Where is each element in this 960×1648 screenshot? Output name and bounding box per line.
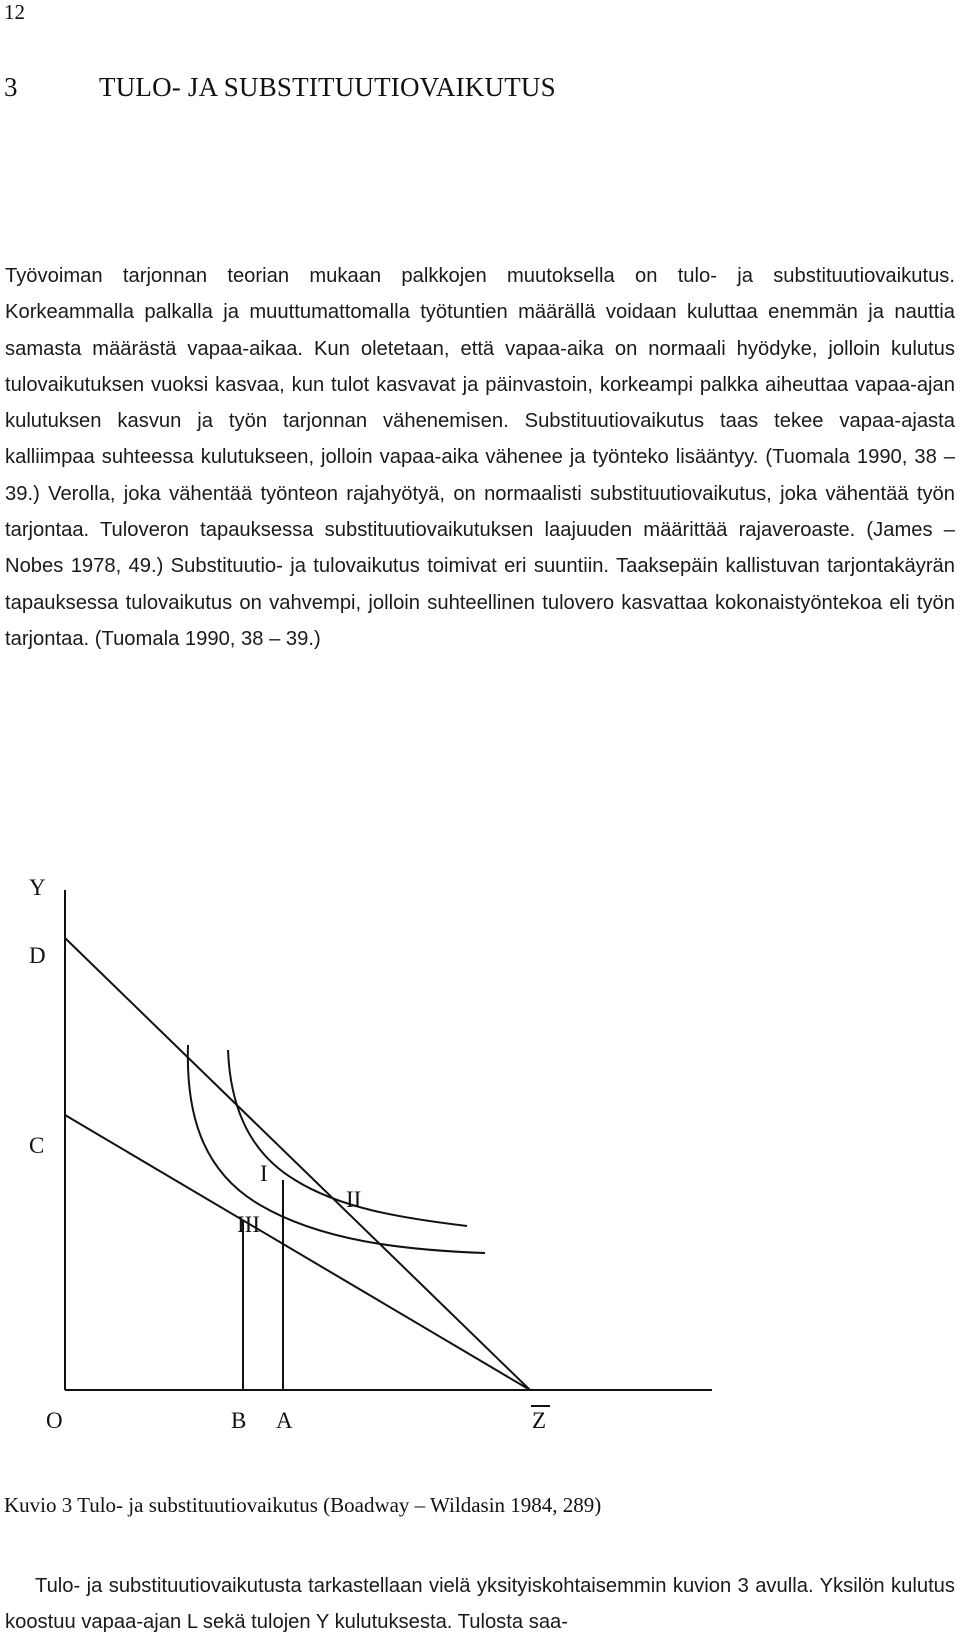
label-y: Y — [29, 875, 46, 900]
figure-caption: Kuvio 3 Tulo- ja substituutiovaikutus (Boadway – Wildasin 1984, 289) — [4, 1493, 602, 1517]
label-z: Z — [532, 1408, 547, 1430]
income-substitution-figure — [0, 860, 960, 1430]
label-b: B — [231, 1408, 247, 1430]
label-curve-i: I — [260, 1161, 268, 1186]
budget-line-steep — [65, 938, 530, 1390]
section-number: 3 — [4, 72, 18, 102]
followup-paragraph: Tulo- ja substituutiovaikutusta tarkastellaan vielä yksityiskohtaisemmin kuvion 3 avulla. Yksilön kulutus koostuu vapaa-ajan L sekä tulojen Y kulutuksesta. Tulosta saa- — [5, 1575, 955, 1634]
page-number: 12 — [4, 0, 25, 24]
section-heading — [4, 72, 556, 103]
label-curve-iii: III — [237, 1212, 260, 1237]
label-d: D — [29, 943, 46, 968]
label-a: A — [276, 1408, 293, 1430]
label-origin: O — [46, 1408, 63, 1430]
label-c: C — [29, 1133, 45, 1158]
intro-paragraph: Työvoiman tarjonnan teorian mukaan palkkojen muutoksella on tulo- ja substituutiovaikutus. Korkeammalla palkalla ja muuttumattomalla työtuntien määrällä voidaan kuluttaa enemmän ja nauttia samasta määrästä vapaa-aikaa. Kun oletetaan, että vapaa-aika on normaali hyödyke, jolloin kulutus tulovaikutuksen vuoksi kasvaa, kun tulot kasvavat ja päinvastoin, korkeampi palkka aiheuttaa vapaa-ajan kulutuksen kasvun ja työn tarjonnan vähenemisen. Substituutiovaikutus taas tekee vapaa-ajasta kalliimpaa suhteessa kulutukseen, jolloin vapaa-aika vähenee ja työnteko lisääntyy. (Tuomala 1990, 38 – 39.) Verolla, joka vähentää työnteon rajahyötyä, on normaalisti substituutiovaikutus, joka vähentää työn tarjontaa. Tuloveron tapauksessa substituutiovaikutuksen laajuuden määrittää rajaveroaste. (James – Nobes 1978, 49.) Substituutio- ja tulovaikutus toimivat eri suuntiin. Taaksepäin kallistuvan tarjontakäyrän tapauksessa tulovaikutus on vahvempi, jolloin suhteellinen tulovero kasvattaa kokonaistyöntekoa eli työn tarjontaa. (Tuomala 1990, 38 – 39.) — [5, 265, 955, 650]
label-curve-ii: II — [346, 1187, 362, 1212]
section-title: TULO- JA SUBSTITUUTIOVAIKUTUS — [99, 72, 556, 102]
figure-diagram — [0, 860, 960, 1430]
